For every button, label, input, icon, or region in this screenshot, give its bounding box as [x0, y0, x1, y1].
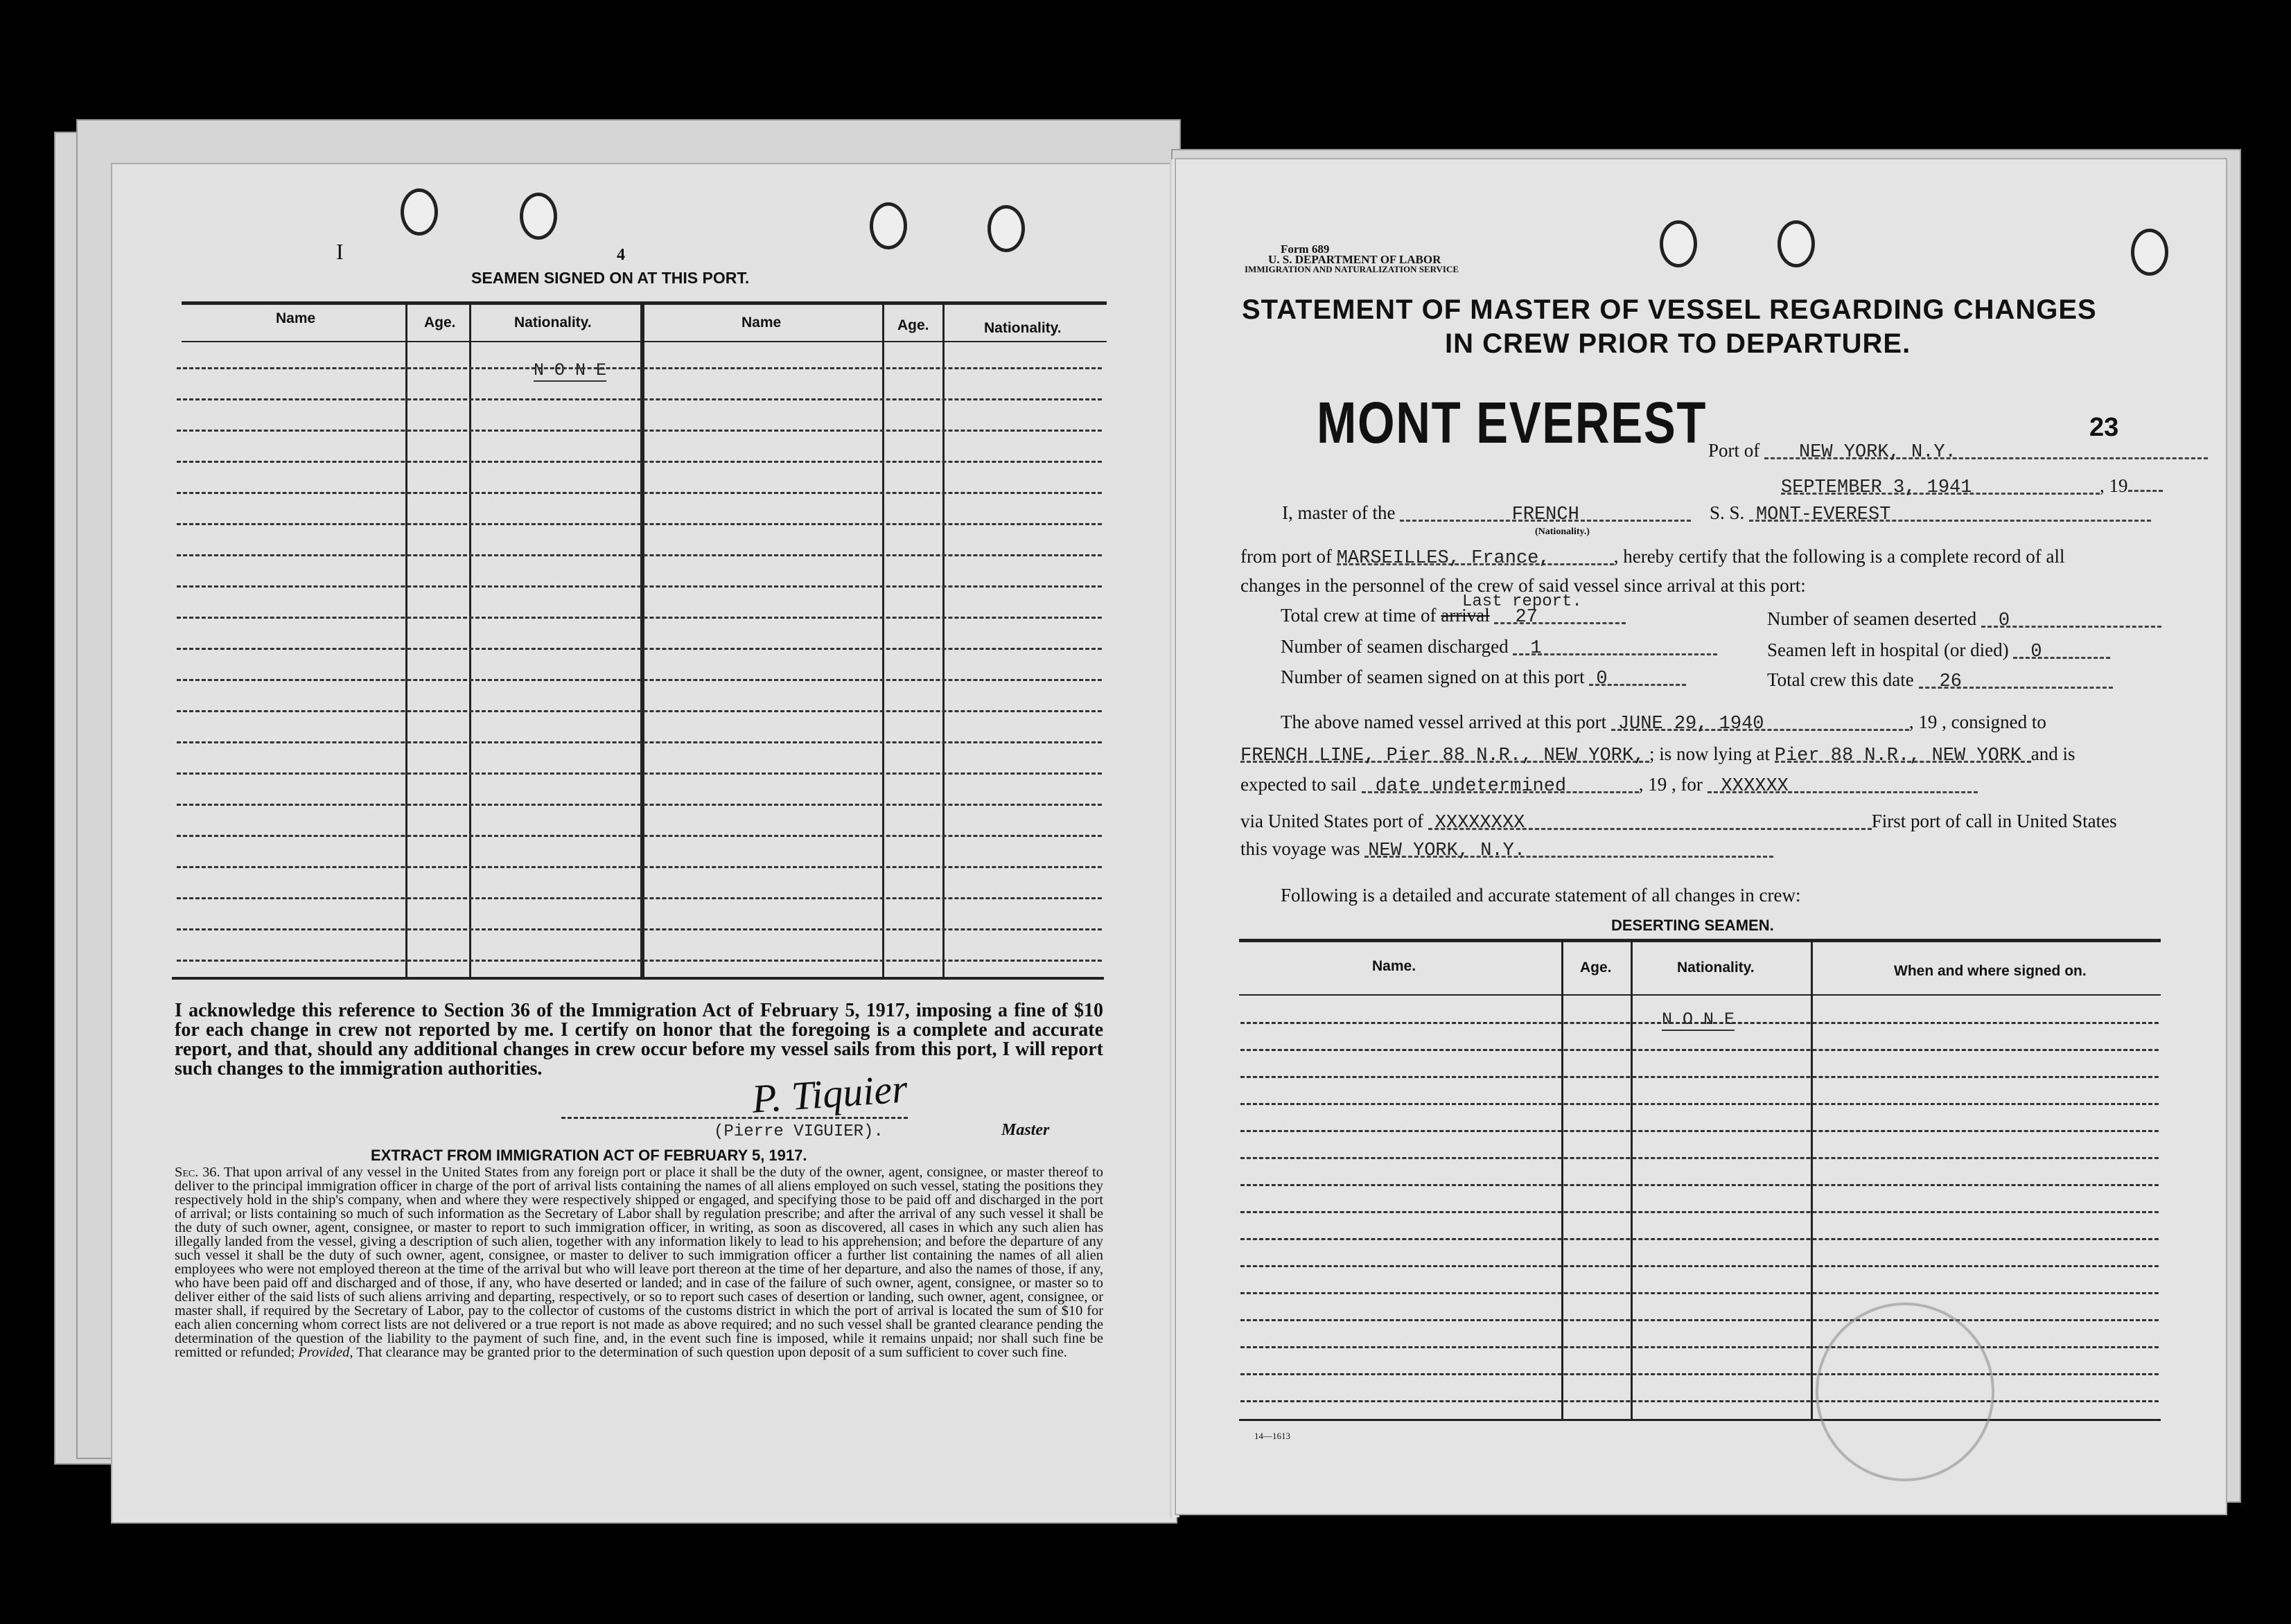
page-number: 4: [617, 246, 625, 264]
service-name: IMMIGRATION AND NATURALIZATION SERVICE: [1245, 264, 1459, 274]
punch-hole: [1660, 220, 1697, 267]
nationality-value: FRENCH: [1400, 504, 1691, 522]
dots: [2128, 475, 2163, 492]
via-field: [1240, 811, 2117, 832]
form-title-line1: STATEMENT OF MASTER OF VESSEL REGARDING CHANGES: [1242, 294, 2097, 325]
col-header-name: Name.: [1372, 958, 1416, 974]
for-label: , 19 , for: [1638, 774, 1703, 795]
table-row: [177, 960, 1102, 962]
punch-hole: [520, 193, 557, 240]
table-top-rule: [1239, 939, 2161, 942]
col-header-nationality: Nationality.: [514, 315, 592, 330]
voyage-label: this voyage was: [1240, 838, 1360, 859]
left-none-entry: N O N E: [534, 360, 607, 380]
signed-on-label: Number of seamen signed on at this port: [1281, 667, 1585, 687]
hospital-field: [1767, 639, 2110, 661]
section-36-body: That upon arrival of any vessel in the United States from any foreign port or place it shall be the duty of the owner, agent, consignee, or master thereof to deliver to the principal immigration officer in charge of the port of arrival lists containing the names of all aliens employed on such vessel, stating the positions they respectively hold in the ship's company, when and where they were respectively shipped or engaged, and specifying those to be paid off and discharged in the port of arrival; or lists containing so much of such information as the Secretary of Labor shall by regulation prescribe; and after the arrival of any such vessel it shall be the duty of such owner, agent, consignee, or master to report to such immigration officer, in writing, as soon as discovered, all cases in which any such alien has illegally landed from the vessel, giving a description of such alien, together with any information likely to lead to his apprehension; and before the departure of any such vessel it shall be the duty of such owner, agent, consignee, or master to deliver to such immigration officer a further list containing the names of all alien employees who were not employed thereon at the time of the arrival but who will leave port thereon at the time of her departure, and also the names of those, if any, who have been paid off and discharged and of those, if any, who have deserted or landed; and in case of the failure of such owner, agent, consignee, or master so to deliver either of the said lists of such aliens arriving and departing, respectively, or so to report such cases of desertion or landing, such owner, agent, consignee, or master shall, if required by the Secretary of Labor, pay to the collector of customs of the customs district in which the port of arrival is located the sum of $10 for each alien concerning whom correct lists are not delivered or a true report is not made as above required; and no such vessel shall be granted clearance pending the determination of the question of the liability to the payment of such fine, and, in the event such fine is imposed, while it remains unpaid; nor shall such fine be remitted or refunded;: [175, 1165, 1103, 1360]
acknowledgment-text: I acknowledge this reference to Section 36 of the Immigration Act of February 5, 1917, imposing a fine of $10 for each change in crew not reported by me. I certify on honor that the foregoing is a complete and accurate report, and that, should any additional changes in crew occur before my vessel sails from this port, I will report such changes to the immigration authorities.: [175, 1000, 1103, 1079]
table-row: [177, 866, 1102, 868]
lying-value: Pier 88 N.R., NEW YORK: [1775, 745, 2031, 763]
table-row: [1240, 1346, 2159, 1348]
signed-on-field: [1281, 667, 1686, 688]
corner-mark: I: [336, 239, 344, 264]
expected-label: expected to sail: [1240, 774, 1357, 795]
port-of-label: Port of: [1708, 440, 1760, 461]
table-row: [1240, 1049, 2159, 1051]
col-rule: [640, 305, 644, 977]
for-value: XXXXXX: [1708, 776, 1978, 793]
table-row: [1240, 1022, 2159, 1024]
master-of-field: [1282, 502, 2151, 524]
table-row: [177, 585, 1102, 588]
col-rule: [1631, 942, 1633, 1420]
discharged-value: 1: [1513, 638, 1717, 655]
from-port-field: [1240, 546, 2064, 567]
total-this-date-field: [1767, 669, 2113, 691]
voyage-value: NEW YORK, N.Y.: [1364, 840, 1773, 858]
signature-line: [561, 1117, 908, 1119]
table-row: [177, 617, 1102, 619]
table-row: [177, 897, 1102, 899]
hospital-value: 0: [2013, 642, 2110, 659]
deserted-field: [1767, 608, 2161, 630]
arrived-field: [1281, 712, 2046, 733]
total-crew-value: 27: [1494, 607, 1626, 624]
header-rule: [182, 341, 1107, 342]
total-crew-label: Total crew at time of: [1281, 605, 1437, 626]
via-label: via United States port of: [1240, 811, 1423, 831]
section-36-provided: Provided,: [298, 1345, 353, 1360]
section-36-tail: That clearance may be granted prior to the determination of such question upon deposit of a sum sufficient to cover such fine.: [356, 1345, 1067, 1360]
deserting-title: DESERTING SEAMEN.: [1611, 917, 1774, 934]
table-row: [177, 773, 1102, 775]
col-header-age: Age.: [897, 317, 929, 333]
master-signature: P. Tiquier: [750, 1066, 909, 1122]
table-row: [1240, 1130, 2159, 1132]
total-this-date-label: Total crew this date: [1767, 669, 1914, 690]
hospital-label: Seamen left in hospital (or died): [1767, 639, 2009, 660]
table-row: [1240, 1211, 2159, 1213]
voyage-field: [1240, 838, 1773, 860]
left-section-title: SEAMEN SIGNED ON AT THIS PORT.: [471, 269, 750, 287]
punch-hole: [870, 202, 907, 249]
master-of-label: I, master of the: [1282, 502, 1396, 523]
right-none-entry: N O N E: [1662, 1009, 1735, 1030]
table-row: [177, 523, 1102, 525]
table-row: [1240, 1319, 2159, 1321]
signer-name: (Pierre VIGUIER).: [714, 1122, 884, 1141]
section-36-text: [175, 1165, 1103, 1359]
table-row: [177, 679, 1102, 681]
punch-hole: [2131, 229, 2168, 276]
department: U. S. DEPARTMENT OF LABOR: [1268, 253, 1441, 266]
col-rule: [469, 305, 471, 977]
from-port-label: from port of: [1240, 546, 1332, 567]
arrived-label: The above named vessel arrived at this port: [1281, 712, 1607, 732]
via-value: XXXXXXXX: [1428, 813, 1872, 830]
table-row: [1240, 1400, 2159, 1402]
total-crew-correction: Last report.: [1462, 592, 1582, 611]
punch-hole: [401, 188, 438, 236]
date-year-suffix: , 19: [2100, 475, 2128, 496]
col-header-age: Age.: [1580, 960, 1612, 976]
ss-value: MONT-EVEREST: [1749, 504, 2151, 522]
from-port-value: MARSEILLES, France,: [1337, 548, 1614, 565]
discharged-label: Number of seamen discharged: [1281, 636, 1509, 657]
punch-hole: [1778, 220, 1815, 267]
port-of-field: [1708, 440, 2208, 461]
table-row: [1240, 1265, 2159, 1267]
table-row: [1240, 1076, 2159, 1078]
form-title-line2: IN CREW PRIOR TO DEPARTURE.: [1445, 328, 1911, 359]
expected-field: [1240, 774, 1978, 795]
col-header-nationality: Nationality.: [1677, 960, 1755, 976]
port-of-value: NEW YORK, N.Y.: [1764, 442, 2208, 459]
table-bottom-rule: [172, 977, 1104, 980]
following-text: Following is a detailed and accurate statement of all changes in crew:: [1281, 885, 1801, 906]
extract-title: EXTRACT FROM IMMIGRATION ACT OF FEBRUARY 5, 1917.: [371, 1147, 807, 1164]
deserted-label: Number of seamen deserted: [1767, 608, 1977, 629]
col-rule: [405, 305, 407, 977]
ss-label: S. S.: [1709, 502, 1745, 523]
vessel-name-stamp: MONT EVEREST: [1317, 390, 1708, 455]
table-row: [177, 928, 1102, 930]
table-row: [1240, 1292, 2159, 1294]
table-row: [177, 741, 1102, 743]
punch-hole: [988, 205, 1025, 252]
table-bottom-rule: [1239, 1419, 2161, 1421]
col-header-nationality: Nationality.: [984, 320, 1062, 336]
section-36-label: Sec. 36.: [175, 1165, 220, 1180]
table-row: [177, 804, 1102, 806]
certify-text: , hereby certify that the following is a complete record of all: [1613, 546, 2065, 567]
col-rule: [1811, 942, 1813, 1420]
table-row: [177, 648, 1102, 650]
table-row: [177, 398, 1102, 400]
arrived-value: JUNE 29, 1940: [1611, 714, 1909, 731]
col-header-name: Name: [741, 315, 782, 330]
table-row: [177, 367, 1102, 369]
discharged-field: [1281, 636, 1717, 657]
table-row: [177, 554, 1102, 556]
consignee-field: [1240, 743, 2075, 765]
total-crew-struck: arrival: [1441, 605, 1490, 626]
nationality-caption: (Nationality.): [1535, 527, 1590, 537]
signed-on-value: 0: [1589, 669, 1686, 686]
form-number: Form 689: [1281, 242, 1330, 256]
date-field: [1781, 475, 2163, 497]
date-value: SEPTEMBER 3, 1941: [1781, 477, 2100, 495]
deserted-value: 0: [1981, 610, 2161, 628]
col-rule: [1561, 942, 1563, 1420]
col-header-name: Name: [276, 310, 316, 326]
header-rule: [1239, 994, 2161, 996]
table-row: [177, 492, 1102, 494]
table-row: [177, 710, 1102, 712]
table-row: [1240, 1184, 2159, 1186]
signer-role: Master: [1001, 1121, 1050, 1139]
immigration-stamp: [1816, 1303, 1994, 1481]
first-call-label: First port of call in United States: [1871, 811, 2117, 831]
consigned-label: , 19 , consigned to: [1908, 712, 2046, 732]
consignee-value: FRENCH LINE, Pier 88 N.R., NEW YORK,: [1240, 745, 1649, 763]
table-row: [1240, 1238, 2159, 1240]
total-this-date-value: 26: [1919, 671, 2113, 689]
table-row: [1240, 1157, 2159, 1159]
right-page: [1175, 158, 2227, 1515]
col-header-age: Age.: [424, 315, 456, 330]
sheet-number: 23: [2089, 413, 2119, 442]
print-code: 14—1613: [1254, 1431, 1290, 1441]
expected-value: date undetermined: [1362, 776, 1639, 793]
col-header-when-where: When and where signed on.: [1894, 963, 2087, 979]
table-row: [1240, 1103, 2159, 1105]
table-row: [177, 461, 1102, 463]
table-row: [1240, 1373, 2159, 1375]
lying-label: ; is now lying at: [1649, 743, 1770, 764]
table-row: [177, 835, 1102, 837]
col-rule: [882, 305, 884, 977]
and-is: and is: [2030, 743, 2075, 764]
col-rule: [942, 305, 945, 977]
table-row: [177, 430, 1102, 432]
changes-text: changes in the personnel of the crew of said vessel since arrival at this port:: [1240, 575, 1806, 596]
